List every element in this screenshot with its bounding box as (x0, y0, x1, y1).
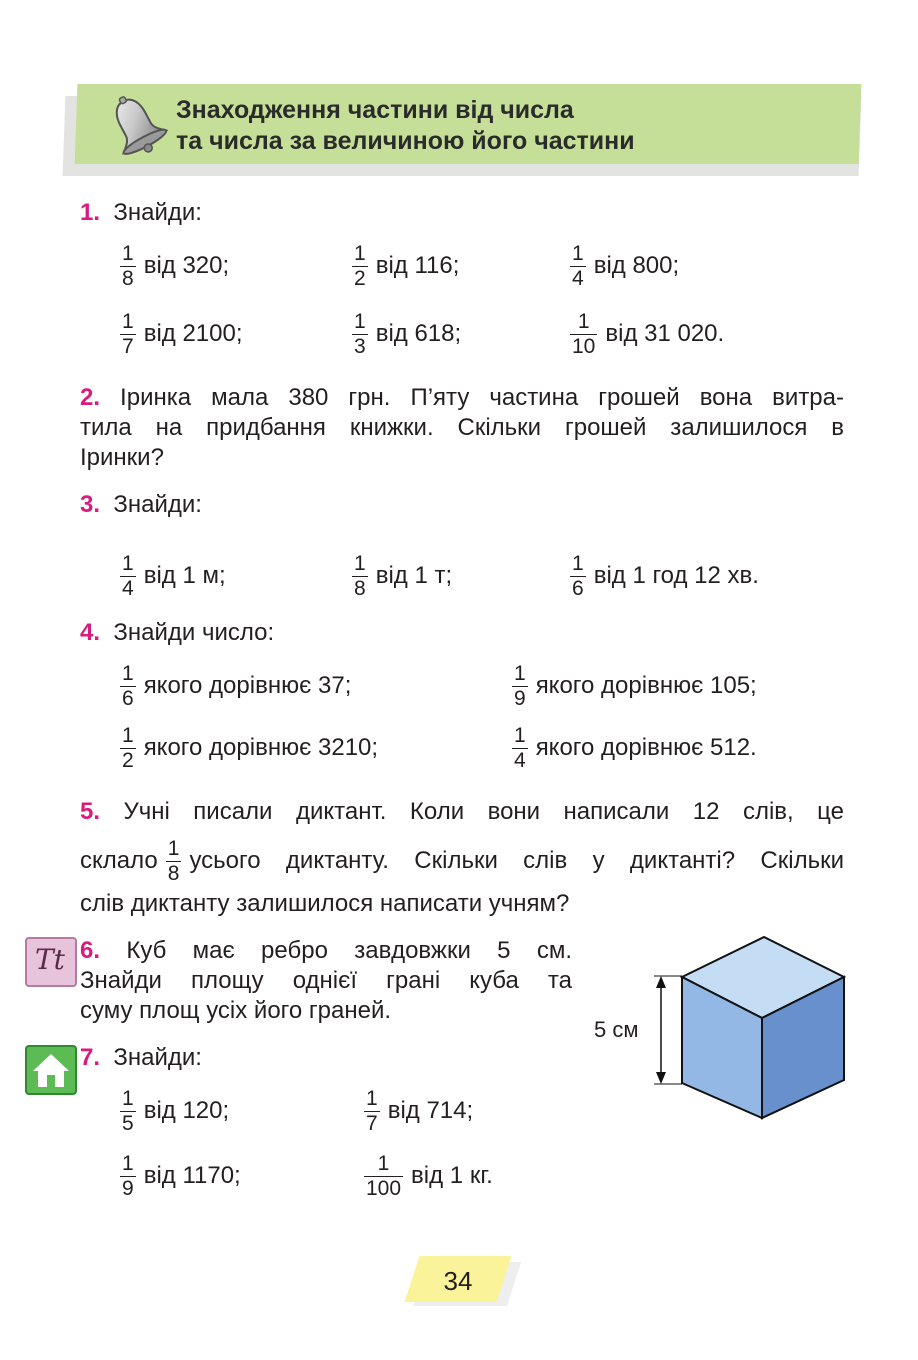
fraction (512, 724, 528, 773)
exercise-text: усього диктанту. Скільки слів у диктанті? Скільки (189, 847, 844, 874)
numerator: 1 (366, 1086, 378, 1110)
denominator: 100 (366, 1176, 402, 1200)
item-text: від 800; (593, 252, 680, 279)
fraction (120, 662, 136, 711)
exercise-number: 4. (80, 619, 101, 646)
numerator: 1 (514, 661, 526, 685)
numerator: 1 (122, 1086, 134, 1110)
exercise-number: 5. (80, 798, 101, 825)
exercise-4-item (120, 717, 378, 779)
exercise-text: Учні писали диктант. Коли вони написали 12 слів, це (123, 798, 845, 825)
exercise-7-heading (80, 1043, 202, 1073)
item-text: від 1170; (143, 1162, 241, 1189)
exercise-1-item (570, 235, 679, 297)
item-text: від 1 т; (375, 562, 453, 589)
denominator: 2 (122, 748, 134, 772)
numerator: 1 (354, 309, 366, 333)
item-text: від 2100; (143, 320, 243, 347)
exercise-text: Знайди: (113, 199, 202, 226)
fraction (570, 552, 586, 601)
house-icon (27, 1047, 75, 1093)
exercise-4-item (120, 655, 351, 717)
numerator: 1 (122, 551, 134, 575)
denominator: 9 (122, 1176, 134, 1200)
homework-badge (25, 1045, 77, 1095)
fraction (120, 724, 136, 773)
exercise-text: Знайди: (113, 1044, 202, 1071)
denominator: 7 (366, 1111, 378, 1135)
denominator: 6 (122, 686, 134, 710)
writing-badge-text: Tt (35, 943, 65, 976)
bell-icon (104, 92, 168, 158)
numerator: 1 (377, 1151, 390, 1175)
exercise-5-line-1 (80, 797, 844, 827)
denominator: 7 (122, 334, 134, 358)
exercise-2-line-2: тила на придбання книжки. Скільки грошей залишилося в (80, 414, 844, 441)
exercise-3-item (352, 545, 452, 607)
exercise-2 (80, 383, 844, 473)
fraction (364, 1087, 380, 1136)
denominator: 2 (354, 266, 366, 290)
fraction (120, 242, 136, 291)
fraction (120, 552, 136, 601)
exercise-1-item (570, 303, 724, 365)
exercise-1-item (120, 303, 243, 365)
exercise-7-item (364, 1080, 473, 1142)
denominator: 4 (122, 576, 134, 600)
exercise-7-item (120, 1080, 229, 1142)
arrow-down-icon (656, 1072, 666, 1084)
fraction (352, 242, 368, 291)
fraction (120, 1087, 136, 1136)
numerator: 1 (122, 661, 134, 685)
denominator: 6 (572, 576, 584, 600)
item-text: від 714; (387, 1097, 474, 1124)
denominator: 8 (354, 576, 366, 600)
exercise-text: Іринка мала 380 грн. П’яту частина грошей вона витра- (120, 384, 844, 411)
exercise-3-heading (80, 490, 202, 520)
exercise-1-item (352, 303, 461, 365)
item-text: від 116; (375, 252, 460, 279)
fraction (512, 662, 528, 711)
item-text: якого дорівнює 3210; (143, 734, 379, 761)
denominator: 4 (572, 266, 584, 290)
page-number: 34 (443, 1266, 473, 1296)
exercise-3-item (120, 545, 226, 607)
fraction (352, 310, 368, 359)
item-text: від 1 м; (143, 562, 226, 589)
exercise-7-item (364, 1145, 493, 1207)
exercise-number: 7. (80, 1044, 101, 1071)
denominator: 8 (167, 861, 180, 885)
arrow-up-icon (656, 976, 666, 988)
denominator: 8 (122, 266, 134, 290)
exercise-1-heading (80, 198, 202, 228)
numerator: 1 (514, 723, 526, 747)
writing-badge (25, 937, 77, 987)
numerator: 1 (122, 309, 134, 333)
numerator: 1 (572, 241, 584, 265)
exercise-6-line-3: суму площ усіх його граней. (80, 997, 392, 1024)
denominator: 4 (514, 748, 526, 772)
item-text: від 120; (143, 1097, 230, 1124)
numerator: 1 (572, 551, 584, 575)
numerator: 1 (354, 241, 366, 265)
exercise-7-item (120, 1145, 241, 1207)
numerator: 1 (167, 836, 180, 860)
cube-diagram (590, 930, 850, 1130)
fraction (570, 242, 586, 291)
exercise-4-item (512, 655, 757, 717)
item-text: від 320; (143, 252, 230, 279)
exercise-6 (80, 936, 572, 1026)
item-text: якого дорівнює 105; (535, 672, 757, 699)
numerator: 1 (122, 241, 134, 265)
exercise-number: 6. (80, 937, 101, 964)
exercise-4-heading (80, 618, 274, 648)
item-text: якого дорівнює 512. (535, 734, 757, 761)
item-text: від 1 год 12 хв. (593, 562, 759, 589)
exercise-5-line-2 (80, 830, 844, 892)
denominator: 3 (354, 334, 366, 358)
exercise-4-item (512, 717, 757, 779)
exercise-text: Знайди число: (113, 619, 275, 646)
denominator: 10 (572, 334, 596, 358)
numerator: 1 (122, 1151, 134, 1175)
exercise-text: склало (80, 847, 158, 874)
exercise-text: Знайди: (113, 491, 202, 518)
numerator: 1 (354, 551, 366, 575)
exercise-2-line-3: Іринки? (80, 444, 164, 471)
exercise-number: 3. (80, 491, 101, 518)
title-line-2: та числа за величиною його частини (176, 127, 635, 155)
cube-edge-label: 5 см (594, 1017, 639, 1042)
exercise-text: Куб має ребро завдовжки 5 см. (126, 937, 573, 964)
fraction (166, 837, 182, 886)
page-title (176, 95, 836, 157)
item-text: від 31 020. (605, 320, 725, 347)
exercise-5-line-3: слів диктанту залишилося написати учням? (80, 890, 570, 917)
exercise-6-line-2: Знайди площу однієї грані куба та (80, 967, 572, 994)
exercise-number: 2. (80, 384, 101, 411)
denominator: 9 (514, 686, 526, 710)
fraction (120, 1152, 136, 1201)
exercise-1-item (352, 235, 459, 297)
denominator: 5 (122, 1111, 134, 1135)
exercise-3-item (570, 545, 759, 607)
fraction (570, 310, 597, 359)
fraction (364, 1152, 403, 1201)
numerator: 1 (122, 723, 134, 747)
exercise-1-item (120, 235, 229, 297)
item-text: від 1 кг. (411, 1162, 493, 1189)
title-line-1: Знаходження частини від числа (176, 96, 574, 124)
item-text: якого дорівнює 37; (143, 672, 352, 699)
fraction (352, 552, 368, 601)
numerator: 1 (577, 309, 590, 333)
exercise-2-line-1 (80, 383, 844, 413)
fraction (120, 310, 136, 359)
exercise-number: 1. (80, 199, 101, 226)
item-text: від 618; (375, 320, 462, 347)
